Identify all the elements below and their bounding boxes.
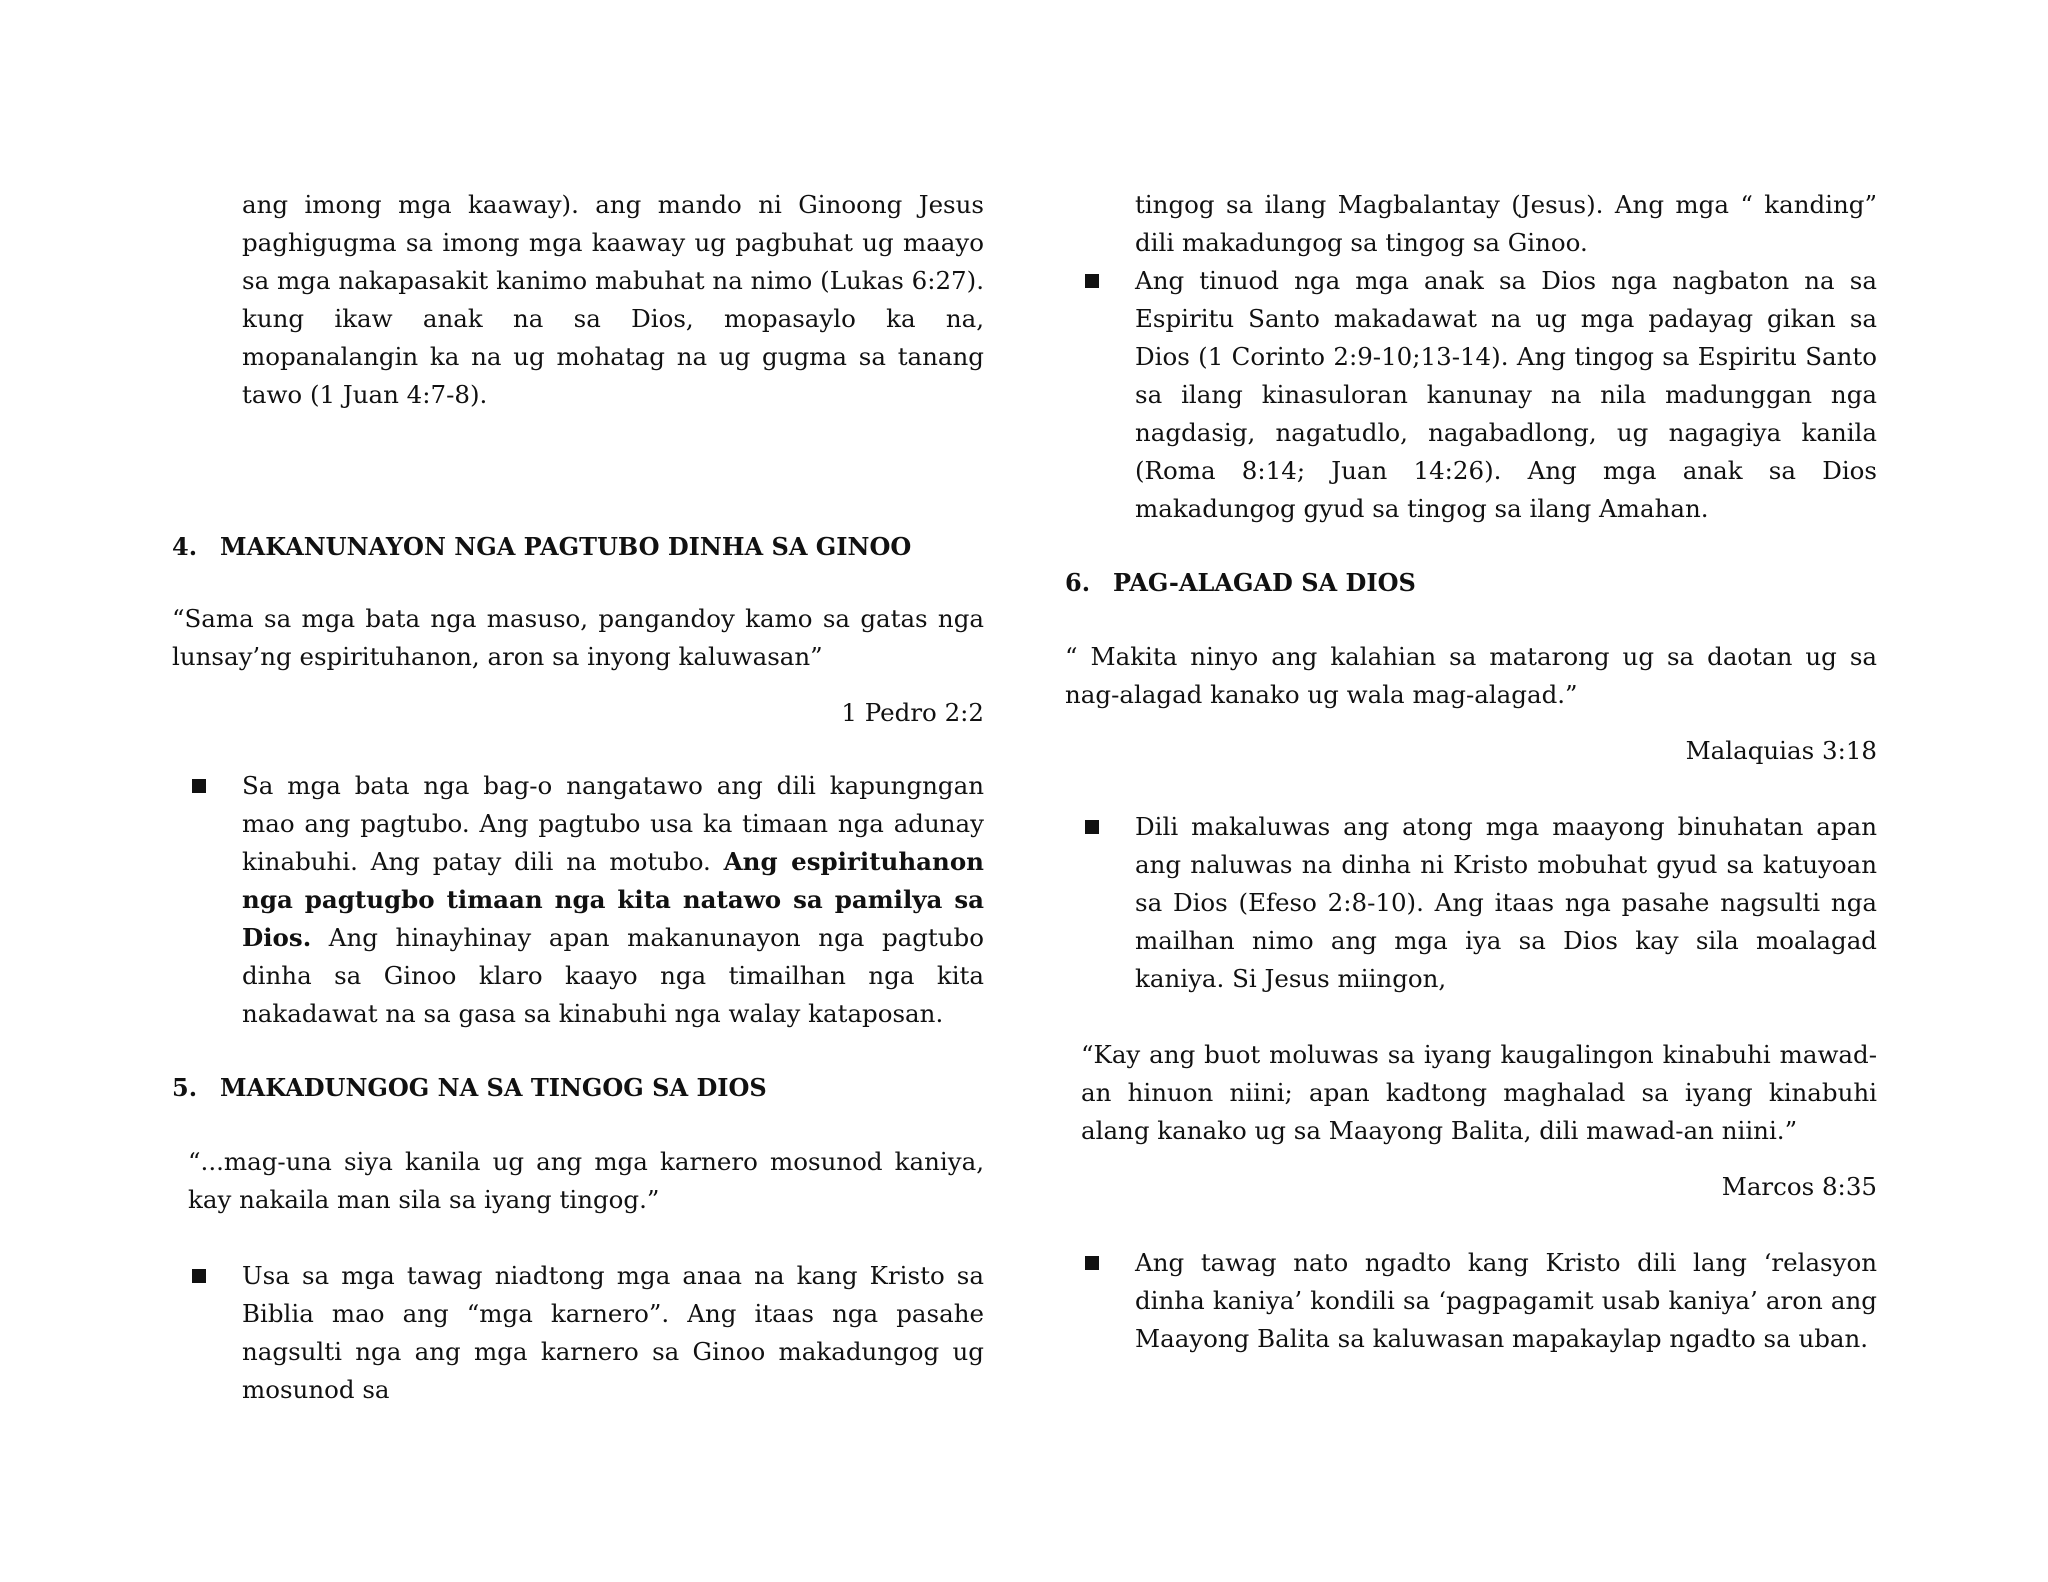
square-bullet-icon bbox=[1065, 808, 1135, 846]
section-4-bullet-text-start: Sa mga bata nga bag-o nangatawo ang dili kapungngan mao ang pagtubo. Ang pagtubo usa ka timaan nga adunay kinabuhi. Ang patay dili na motubo. bbox=[242, 771, 984, 876]
section-5-title: MAKADUNGOG NA SA TINGOG SA DIOS bbox=[220, 1073, 767, 1102]
section-6-bullet-item-1 bbox=[1065, 808, 1877, 998]
section-5-quote: “...mag-una siya kanila ug ang mga karnero mosunod kaniya, kay nakaila man sila sa iyang tingog.” bbox=[188, 1147, 984, 1214]
left-continuation-paragraph: ang imong mga kaaway). ang mando ni Ginoong Jesus paghigugma sa imong mga kaaway ug pagbuhat ug maayo sa mga nakapasakit kanimo mabuhat na nimo (Lukas 6:27). kung ikaw anak na sa Dios, mopasaylo ka na, mopanalangin ka na ug mohatag na ug gugma sa tanang tawo (1 Juan 4:7-8). bbox=[242, 190, 984, 409]
square-bullet-icon bbox=[172, 1257, 242, 1295]
section-6-quote-2: “Kay ang buot moluwas sa iyang kaugalingon kinabuhi mawad-an hinuon niini; apan kadtong maghalad sa iyang kinabuhi alang kanako ug sa Maayong Balita, dili mawad-an niini.” bbox=[1081, 1040, 1877, 1145]
section-6-bullet-text-2: Ang tawag nato ngadto kang Kristo dili lang ‘relasyon dinha kaniya’ kondili sa ‘pagpagamit usab kaniya’ aron ang Maayong Balita sa kaluwasan mapakaylap ngadto sa uban. bbox=[1135, 1248, 1877, 1353]
square-bullet-icon bbox=[172, 767, 242, 805]
section-5-heading bbox=[172, 1069, 984, 1107]
section-4-bullet-text-end: Ang hinayhinay apan makanunayon nga pagtubo dinha sa Ginoo klaro kaayo nga timailhan nga kita nakadawat na sa gasa sa kinabuhi nga walay kataposan. bbox=[242, 923, 984, 1028]
section-4-number: 4. bbox=[172, 532, 198, 561]
section-6-bullet-item-2 bbox=[1065, 1244, 1877, 1358]
section-5-number: 5. bbox=[172, 1073, 198, 1102]
section-5-bullet-text-2: Ang tinuod nga mga anak sa Dios nga nagbaton na sa Espiritu Santo makadawat na ug mga padayag gikan sa Dios (1 Corinto 2:9-10;13-14). Ang tingog sa Espiritu Santo sa ilang kinasuloran kanunay na nila madunggan nga nagdasig, nagatudlo, nagabadlong, ug nagagiya kanila (Roma 8:14; Juan 14:26). Ang mga anak sa Dios makadungog gyud sa tingog sa ilang Amahan. bbox=[1135, 266, 1877, 523]
section-4-bullet-text bbox=[242, 767, 984, 1033]
right-column bbox=[1065, 186, 1877, 1358]
section-4-bullet-text-bold: Ang espirituhanon nga pagtugbo timaan nga kita natawo sa pamilya sa Dios. bbox=[242, 847, 984, 952]
right-continuation-paragraph: tingog sa ilang Magbalantay (Jesus). Ang mga “ kanding” dili makadungog sa tingog sa Ginoo. bbox=[1135, 190, 1877, 257]
section-6-number: 6. bbox=[1065, 568, 1091, 597]
section-4-heading bbox=[172, 528, 984, 566]
left-column bbox=[172, 186, 984, 1409]
section-4-quote: “Sama sa mga bata nga masuso, pangandoy kamo sa gatas nga lunsay’ng espirituhanon, aron sa inyong kaluwasan” bbox=[172, 604, 984, 671]
section-4-reference: 1 Pedro 2:2 bbox=[841, 698, 984, 727]
section-4-bullet-item bbox=[172, 767, 984, 1033]
section-6-quote: “ Makita ninyo ang kalahian sa matarong ug sa daotan ug sa nag-alagad kanako ug wala mag-alagad.” bbox=[1065, 642, 1877, 709]
section-5-bullet-item bbox=[172, 1257, 984, 1409]
square-bullet-icon bbox=[1065, 262, 1135, 300]
section-6-heading bbox=[1065, 564, 1877, 602]
square-bullet-icon bbox=[1065, 1244, 1135, 1282]
section-6-reference: Malaquias 3:18 bbox=[1685, 736, 1877, 765]
section-5-bullet-item-2 bbox=[1065, 262, 1877, 528]
section-6-title: PAG-ALAGAD SA DIOS bbox=[1113, 568, 1416, 597]
section-5-bullet-text: Usa sa mga tawag niadtong mga anaa na kang Kristo sa Biblia mao ang “mga karnero”. Ang itaas nga pasahe nagsulti nga ang mga karnero sa Ginoo makadungog ug mosunod sa bbox=[242, 1261, 984, 1404]
section-6-bullet-text-1: Dili makaluwas ang atong mga maayong binuhatan apan ang naluwas na dinha ni Kristo mobuhat gyud sa katuyoan sa Dios (Efeso 2:8-10). Ang itaas nga pasahe nagsulti nga mailhan nimo ang mga iya sa Dios kay sila moalagad kaniya. Si Jesus miingon, bbox=[1135, 812, 1877, 993]
section-6-reference-2: Marcos 8:35 bbox=[1721, 1172, 1877, 1201]
section-4-title: MAKANUNAYON NGA PAGTUBO DINHA SA GINOO bbox=[220, 532, 912, 561]
